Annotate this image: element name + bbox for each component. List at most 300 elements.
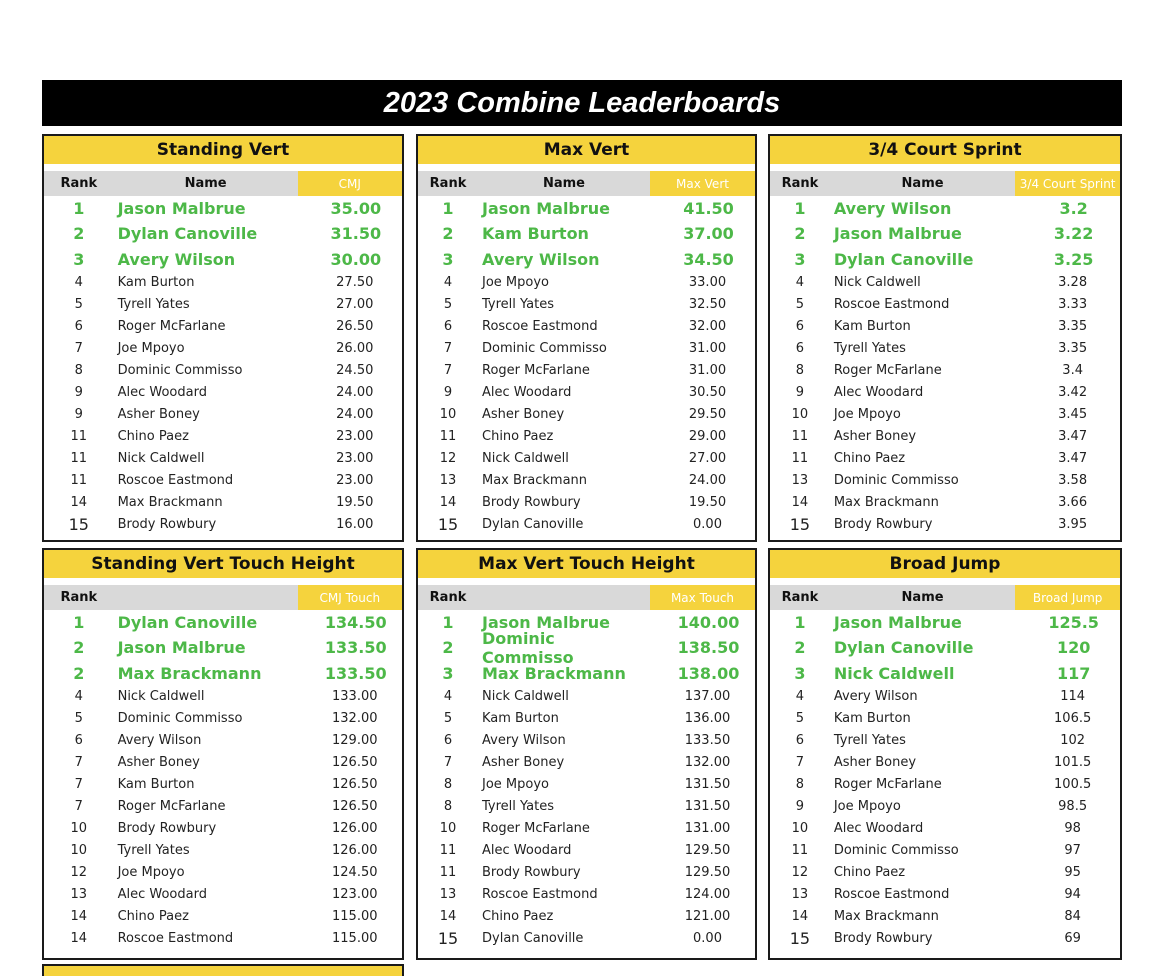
- name-cell: Avery Wilson: [117, 733, 202, 749]
- name-cell: Kam Burton: [117, 275, 195, 291]
- name-cell: Max Brackmann: [482, 663, 626, 683]
- rank-cell: 10: [70, 843, 88, 859]
- value-cell: 117: [1056, 663, 1091, 683]
- value-cell: 140.00: [677, 613, 740, 633]
- rank-cell: 14: [439, 495, 457, 511]
- name-cell: Roger McFarlane: [482, 363, 590, 379]
- rank-cell: 6: [74, 319, 83, 335]
- name-cell: Dylan Canoville: [833, 638, 974, 658]
- table-row: [44, 730, 402, 752]
- value-cell: 136.00: [684, 711, 731, 727]
- board-rows: [44, 196, 402, 536]
- name-cell: Asher Boney: [117, 755, 200, 771]
- rank-cell: 10: [791, 407, 809, 423]
- table-row: [770, 514, 1120, 536]
- value-cell: 120: [1056, 638, 1091, 658]
- table-row: [770, 247, 1120, 272]
- header-value: Max Vert: [650, 171, 755, 196]
- rank-cell: 3: [794, 663, 806, 683]
- header-rank: Rank: [429, 176, 467, 191]
- value-cell: 132.00: [684, 755, 731, 771]
- rank-cell: 2: [73, 224, 85, 244]
- header-value: Max Touch: [650, 585, 755, 610]
- rank-cell: 5: [74, 297, 83, 313]
- name-cell: Kam Burton: [482, 711, 559, 727]
- value-cell: 137.00: [684, 689, 731, 705]
- name-cell: Alec Woodard: [833, 385, 924, 401]
- rank-cell: 14: [70, 495, 88, 511]
- value-cell: 24.50: [336, 363, 374, 379]
- table-row: [44, 796, 402, 818]
- value-cell: 3.2: [1059, 199, 1088, 219]
- value-cell: 131.00: [684, 821, 731, 837]
- name-cell: Roger McFarlane: [117, 319, 226, 335]
- table-row: [770, 610, 1120, 635]
- value-cell: 98: [1064, 821, 1081, 837]
- table-row: [418, 796, 755, 818]
- rank-cell: 6: [795, 341, 805, 357]
- value-cell: 23.00: [336, 429, 374, 445]
- name-cell: Avery Wilson: [117, 249, 236, 269]
- table-row: [770, 221, 1120, 246]
- table-row: [770, 404, 1120, 426]
- value-cell: 3.47: [1058, 451, 1088, 467]
- board-standing-vert-touch: [42, 548, 404, 960]
- value-cell: 0.00: [693, 931, 722, 947]
- name-cell: Dylan Canoville: [482, 517, 584, 533]
- name-cell: Tyrell Yates: [117, 843, 190, 859]
- board-broad-jump: [768, 548, 1122, 960]
- name-cell: Avery Wilson: [833, 689, 918, 705]
- name-cell: Jason Malbrue: [833, 224, 962, 244]
- table-row: [770, 661, 1120, 686]
- value-cell: 32.50: [688, 297, 727, 313]
- table-row: [770, 492, 1120, 514]
- board-rows: [418, 196, 755, 536]
- name-cell: Max Brackmann: [482, 473, 588, 489]
- name-cell: Nick Caldwell: [117, 689, 205, 705]
- name-cell: Tyrell Yates: [833, 733, 906, 749]
- rank-cell: 9: [795, 385, 805, 401]
- value-cell: 16.00: [336, 517, 374, 533]
- title-spacer: [44, 164, 402, 171]
- name-cell: Joe Mpoyo: [117, 865, 185, 881]
- table-row: [44, 272, 402, 294]
- rank-cell: 9: [74, 407, 83, 423]
- name-cell: Tyrell Yates: [117, 297, 190, 313]
- table-row: [770, 382, 1120, 404]
- table-row: [770, 818, 1120, 840]
- rank-cell: 5: [74, 711, 83, 727]
- rank-cell: 4: [795, 689, 805, 705]
- value-cell: 3.45: [1058, 407, 1088, 423]
- rank-cell: 12: [439, 451, 457, 467]
- next-board-edge: [42, 964, 404, 976]
- table-row: [770, 730, 1120, 752]
- value-cell: 29.00: [688, 429, 727, 445]
- table-row: [770, 686, 1120, 708]
- value-cell: 126.00: [332, 843, 378, 859]
- table-row: [418, 862, 755, 884]
- header-name: Name: [901, 590, 944, 605]
- value-cell: 125.5: [1048, 613, 1099, 633]
- value-cell: 27.50: [336, 275, 374, 291]
- rank-cell: 1: [73, 613, 85, 633]
- rank-cell: 3: [442, 663, 454, 683]
- value-cell: 3.22: [1053, 224, 1094, 244]
- value-cell: 3.4: [1062, 363, 1083, 379]
- board-header-row: [44, 585, 402, 610]
- name-cell: Kam Burton: [482, 224, 589, 244]
- table-row: [44, 221, 402, 246]
- table-row: [44, 470, 402, 492]
- table-row: [44, 382, 402, 404]
- board-header-row: [418, 171, 755, 196]
- rank-cell: 6: [443, 319, 453, 335]
- value-cell: 132.00: [332, 711, 378, 727]
- board-rows: [770, 196, 1120, 536]
- name-cell: Joe Mpoyo: [482, 777, 549, 793]
- board-rows: [770, 610, 1120, 950]
- name-cell: Jason Malbrue: [117, 199, 246, 219]
- rank-cell: 14: [70, 931, 88, 947]
- rank-cell: 3: [442, 249, 454, 269]
- rank-cell: 15: [437, 929, 459, 949]
- name-cell: Alec Woodard: [482, 843, 572, 859]
- name-cell: Dominic Commisso: [833, 843, 959, 859]
- rank-cell: 15: [68, 515, 89, 535]
- value-cell: 134.50: [324, 613, 387, 633]
- value-cell: 126.50: [332, 777, 378, 793]
- table-row: [770, 470, 1120, 492]
- rank-cell: 13: [439, 473, 457, 489]
- value-cell: 126.50: [332, 755, 378, 771]
- table-row: [44, 840, 402, 862]
- name-cell: Jason Malbrue: [117, 638, 246, 658]
- title-spacer: [418, 164, 755, 171]
- rank-cell: 15: [789, 929, 811, 949]
- header-rank: Rank: [781, 176, 819, 191]
- board-court-sprint: [768, 134, 1122, 542]
- value-cell: 129.50: [684, 843, 731, 859]
- header-value: CMJ Touch: [298, 585, 402, 610]
- table-row: [770, 316, 1120, 338]
- name-cell: Asher Boney: [482, 407, 565, 423]
- name-cell: Nick Caldwell: [482, 451, 569, 467]
- table-row: [770, 338, 1120, 360]
- value-cell: 19.50: [688, 495, 727, 511]
- table-row: [770, 448, 1120, 470]
- name-cell: Nick Caldwell: [833, 663, 955, 683]
- table-row: [44, 316, 402, 338]
- value-cell: 33.00: [688, 275, 727, 291]
- name-cell: Brody Rowbury: [833, 931, 933, 947]
- value-cell: 124.00: [684, 887, 731, 903]
- value-cell: 131.50: [684, 799, 731, 815]
- name-cell: Max Brackmann: [833, 909, 939, 925]
- rank-cell: 1: [442, 613, 454, 633]
- rank-cell: 8: [795, 363, 805, 379]
- rank-cell: 8: [443, 777, 453, 793]
- table-row: [418, 906, 755, 928]
- name-cell: Brody Rowbury: [482, 865, 581, 881]
- table-row: [44, 928, 402, 950]
- value-cell: 129.50: [684, 865, 731, 881]
- table-row: [418, 272, 755, 294]
- value-cell: 27.00: [688, 451, 727, 467]
- name-cell: Chino Paez: [833, 865, 906, 881]
- rank-cell: 9: [74, 385, 83, 401]
- name-cell: Jason Malbrue: [482, 613, 611, 633]
- name-cell: Tyrell Yates: [482, 799, 555, 815]
- value-cell: 31.00: [688, 341, 727, 357]
- rank-cell: 10: [791, 821, 809, 837]
- table-row: [770, 426, 1120, 448]
- value-cell: 3.28: [1058, 275, 1088, 291]
- board-standing-vert: [42, 134, 404, 542]
- table-row: [44, 610, 402, 635]
- rank-cell: 5: [443, 711, 453, 727]
- header-name: Name: [542, 176, 585, 191]
- table-row: [770, 796, 1120, 818]
- rank-cell: 6: [795, 319, 805, 335]
- value-cell: 133.00: [332, 689, 378, 705]
- rank-cell: 11: [439, 865, 457, 881]
- name-cell: Max Brackmann: [117, 495, 223, 511]
- value-cell: 3.25: [1053, 249, 1094, 269]
- rank-cell: 15: [789, 515, 811, 535]
- board-header-row: [770, 171, 1120, 196]
- value-cell: 30.00: [330, 249, 382, 269]
- rank-cell: 3: [73, 249, 85, 269]
- page-title: 2023 Combine Leaderboards: [42, 80, 1122, 126]
- rank-cell: 6: [443, 733, 453, 749]
- name-cell: Nick Caldwell: [482, 689, 569, 705]
- table-row: [770, 360, 1120, 382]
- table-row: [44, 426, 402, 448]
- name-cell: Brody Rowbury: [117, 821, 217, 837]
- rank-cell: 10: [70, 821, 88, 837]
- table-row: [418, 294, 755, 316]
- rank-cell: 12: [791, 865, 809, 881]
- table-row: [418, 514, 755, 536]
- table-row: [770, 196, 1120, 221]
- value-cell: 123.00: [332, 887, 378, 903]
- value-cell: 3.95: [1058, 517, 1088, 533]
- rank-cell: 13: [70, 887, 88, 903]
- table-row: [44, 686, 402, 708]
- rank-cell: 4: [74, 275, 83, 291]
- table-row: [418, 492, 755, 514]
- name-cell: Tyrell Yates: [833, 341, 906, 357]
- rank-cell: 4: [443, 275, 453, 291]
- board-rows: [418, 610, 755, 950]
- board-max-vert-touch: [416, 548, 757, 960]
- board-rows: [44, 610, 402, 950]
- value-cell: 98.5: [1058, 799, 1088, 815]
- table-row: [770, 294, 1120, 316]
- value-cell: 3.35: [1058, 319, 1088, 335]
- header-name: Name: [184, 176, 227, 191]
- rank-cell: 11: [439, 843, 457, 859]
- table-row: [418, 928, 755, 950]
- table-row: [418, 360, 755, 382]
- name-cell: Avery Wilson: [482, 249, 600, 269]
- name-cell: Tyrell Yates: [482, 297, 555, 313]
- table-row: [44, 635, 402, 660]
- table-row: [418, 316, 755, 338]
- rank-cell: 11: [791, 451, 809, 467]
- table-row: [44, 404, 402, 426]
- name-cell: Joe Mpoyo: [833, 799, 901, 815]
- table-row: [418, 884, 755, 906]
- value-cell: 3.66: [1058, 495, 1088, 511]
- rank-cell: 9: [795, 799, 805, 815]
- header-rank: Rank: [781, 590, 819, 605]
- table-row: [418, 774, 755, 796]
- name-cell: Roscoe Eastmond: [482, 887, 598, 903]
- rank-cell: 13: [439, 887, 457, 903]
- value-cell: 29.50: [688, 407, 727, 423]
- board-title: Standing Vert: [44, 136, 402, 164]
- name-cell: Alec Woodard: [482, 385, 572, 401]
- value-cell: 27.00: [336, 297, 374, 313]
- value-cell: 24.00: [336, 407, 374, 423]
- rank-cell: 11: [70, 429, 88, 445]
- value-cell: 3.35: [1058, 341, 1088, 357]
- rank-cell: 9: [443, 385, 453, 401]
- name-cell: Brody Rowbury: [833, 517, 933, 533]
- name-cell: Roger McFarlane: [482, 821, 590, 837]
- board-max-vert: [416, 134, 757, 542]
- name-cell: Roscoe Eastmond: [833, 887, 950, 903]
- rank-cell: 7: [74, 799, 83, 815]
- value-cell: 124.50: [332, 865, 378, 881]
- name-cell: Dylan Canoville: [117, 613, 258, 633]
- table-row: [418, 686, 755, 708]
- value-cell: 30.50: [688, 385, 727, 401]
- title-spacer: [418, 578, 755, 585]
- rank-cell: 5: [443, 297, 453, 313]
- value-cell: 23.00: [336, 451, 374, 467]
- value-cell: 34.50: [683, 249, 734, 269]
- table-row: [770, 635, 1120, 660]
- name-cell: Roger McFarlane: [117, 799, 226, 815]
- rank-cell: 11: [439, 429, 457, 445]
- table-row: [418, 661, 755, 686]
- name-cell: Avery Wilson: [833, 199, 952, 219]
- table-row: [418, 470, 755, 492]
- rank-cell: 3: [794, 249, 806, 269]
- value-cell: 37.00: [683, 224, 734, 244]
- name-cell: Joe Mpoyo: [117, 341, 185, 357]
- table-row: [770, 708, 1120, 730]
- name-cell: Max Brackmann: [117, 663, 262, 683]
- rank-cell: 11: [70, 451, 88, 467]
- name-cell: Dominic Commisso: [482, 341, 607, 357]
- board-title: Max Vert Touch Height: [418, 550, 755, 578]
- table-row: [44, 661, 402, 686]
- value-cell: 3.47: [1058, 429, 1088, 445]
- value-cell: 102: [1060, 733, 1086, 749]
- name-cell: Brody Rowbury: [117, 517, 217, 533]
- board-title: Standing Vert Touch Height: [44, 550, 402, 578]
- value-cell: 32.00: [688, 319, 727, 335]
- rank-cell: 7: [443, 755, 453, 771]
- rank-cell: 1: [73, 199, 85, 219]
- table-row: [418, 628, 755, 667]
- name-cell: Dominic Commisso: [117, 711, 243, 727]
- value-cell: 114: [1060, 689, 1086, 705]
- value-cell: 3.33: [1058, 297, 1088, 313]
- table-row: [770, 884, 1120, 906]
- value-cell: 131.50: [684, 777, 731, 793]
- table-row: [44, 492, 402, 514]
- rank-cell: 11: [791, 429, 809, 445]
- rank-cell: 1: [442, 199, 454, 219]
- table-row: [44, 862, 402, 884]
- rank-cell: 1: [794, 613, 806, 633]
- value-cell: 138.50: [677, 638, 740, 658]
- name-cell: Jason Malbrue: [482, 199, 611, 219]
- name-cell: Chino Paez: [117, 429, 189, 445]
- header-rank: Rank: [429, 590, 467, 605]
- value-cell: 106.5: [1054, 711, 1092, 727]
- table-row: [44, 708, 402, 730]
- title-spacer: [44, 578, 402, 585]
- value-cell: 69: [1064, 931, 1081, 947]
- table-row: [418, 818, 755, 840]
- table-row: [44, 294, 402, 316]
- rank-cell: 10: [439, 821, 457, 837]
- rank-cell: 7: [74, 341, 83, 357]
- table-row: [418, 426, 755, 448]
- header-rank: Rank: [60, 590, 98, 605]
- table-row: [44, 247, 402, 272]
- name-cell: Nick Caldwell: [833, 275, 921, 291]
- value-cell: 24.00: [688, 473, 727, 489]
- name-cell: Avery Wilson: [482, 733, 566, 749]
- name-cell: Alec Woodard: [117, 887, 207, 903]
- value-cell: 95: [1064, 865, 1081, 881]
- table-row: [44, 774, 402, 796]
- table-row: [44, 752, 402, 774]
- rank-cell: 14: [791, 909, 809, 925]
- value-cell: 101.5: [1054, 755, 1092, 771]
- table-row: [770, 906, 1120, 928]
- title-spacer: [770, 578, 1120, 585]
- rank-cell: 2: [73, 663, 85, 683]
- value-cell: 35.00: [330, 199, 382, 219]
- table-row: [770, 840, 1120, 862]
- name-cell: Chino Paez: [833, 451, 906, 467]
- rank-cell: 13: [791, 887, 809, 903]
- rank-cell: 15: [437, 515, 459, 535]
- table-row: [44, 338, 402, 360]
- rank-cell: 2: [794, 638, 806, 658]
- name-cell: Asher Boney: [117, 407, 200, 423]
- table-row: [418, 752, 755, 774]
- name-cell: Chino Paez: [117, 909, 189, 925]
- value-cell: 138.00: [677, 663, 740, 683]
- rank-cell: 11: [791, 843, 809, 859]
- value-cell: 133.50: [324, 663, 387, 683]
- board-header-row: [418, 585, 755, 610]
- name-cell: Brody Rowbury: [482, 495, 581, 511]
- table-row: [770, 928, 1120, 950]
- name-cell: Jason Malbrue: [833, 613, 962, 633]
- table-row: [770, 862, 1120, 884]
